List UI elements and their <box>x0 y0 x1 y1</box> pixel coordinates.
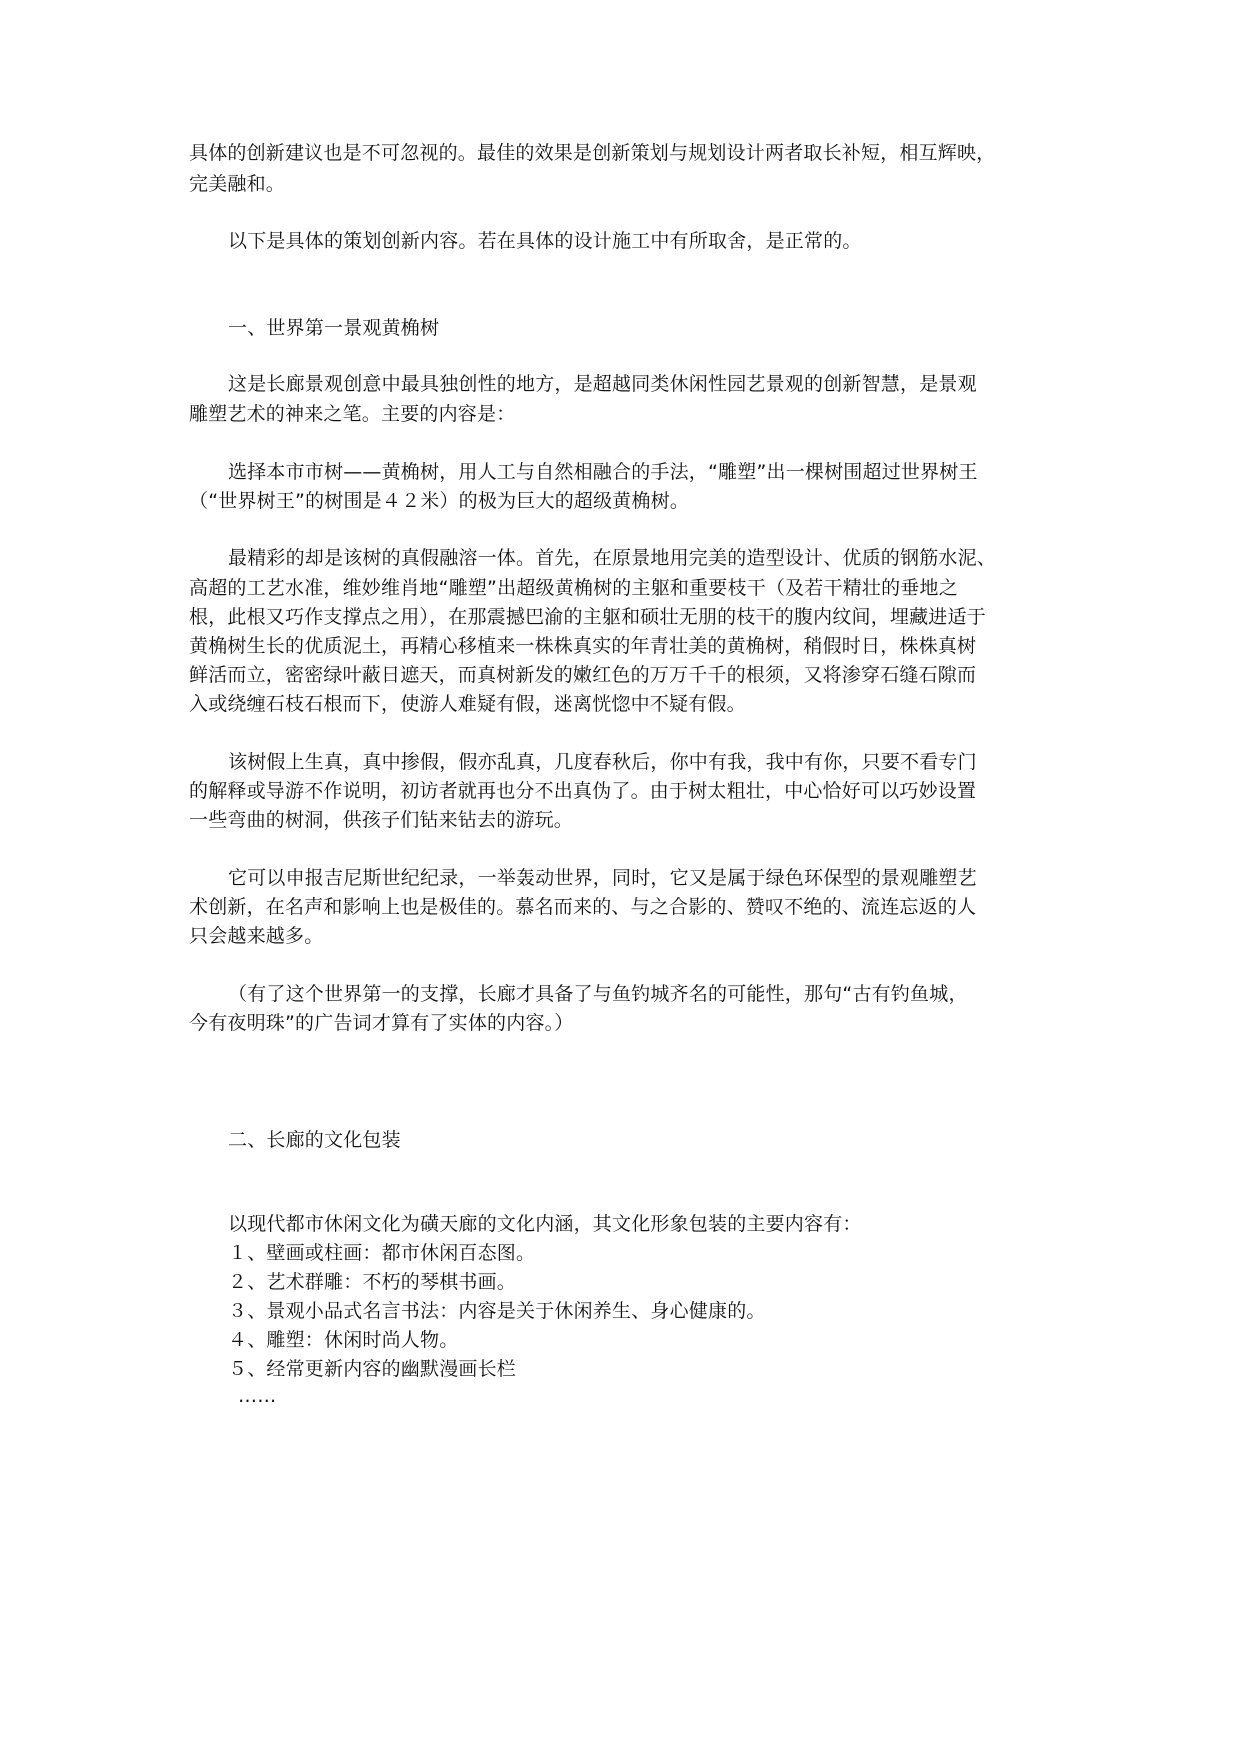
text-line: 术创新，在名声和影响上也是极佳的。慕名而来的、与之合影的、赞叹不绝的、流连忘返的人 <box>189 896 977 918</box>
text-line: 以下是具体的策划创新内容。若在具体的设计施工中有所取舍，是正常的。 <box>228 230 862 252</box>
list-item: ４、雕塑：休闲时尚人物。 <box>228 1329 459 1351</box>
ellipsis-text: …… <box>238 1385 277 1407</box>
text-line: 完美融和。 <box>189 173 286 195</box>
text-line: 入或绕缠石枝石根而下，使游人难疑有假，迷离恍惚中不疑有假。 <box>189 693 746 715</box>
text-line: 黄桷树生长的优质泥土，再精心移植来一株株真实的年青壮美的黄桷树，稍假时日，株株真树 <box>189 635 977 657</box>
text-line: 根，此根又巧作支撑点之用），在那震撼巴渝的主躯和硕壮无朋的枝干的腹内纹间，埋藏进适于 <box>189 606 986 628</box>
text-line: 只会越来越多。 <box>189 925 324 947</box>
section-heading: 二、长廊的文化包装 <box>228 1129 401 1151</box>
text-line: 最精彩的却是该树的真假融溶一体。首先，在原景地用完美的造型设计、优质的钢筋水泥、 <box>228 547 997 569</box>
text-line: 它可以申报吉尼斯世纪纪录，一举轰动世界，同时，它又是属于绿色环保型的景观雕塑艺 <box>228 867 977 889</box>
section-heading: 一、世界第一景观黄桷树 <box>228 317 440 339</box>
list-item: ２、艺术群雕：不朽的琴棋书画。 <box>228 1271 517 1293</box>
text-line: 具体的创新建议也是不可忽视的。最佳的效果是创新策划与规划设计两者取长补短，相互辉映， <box>189 142 996 164</box>
text-line: 鲜活而立，密密绿叶蔽日遮天，而真树新发的嫩红色的万万千千的根须，又将渗穿石缝石隙而 <box>189 664 977 686</box>
text-line: 这是长廊景观创意中最具独创性的地方，是超越同类休闲性园艺景观的创新智慧，是景观 <box>228 373 977 395</box>
text-line: 选择本市市树——黄桷树，用人工与自然相融合的手法，“雕塑”出一棵树围超过世界树王 <box>228 461 978 483</box>
text-line: 雕塑艺术的神来之笔。主要的内容是： <box>189 403 516 425</box>
text-line: （有了这个世界第一的支撑，长廊才具备了与鱼钓城齐名的可能性，那句“古有钓鱼城， <box>228 983 968 1005</box>
text-line: 高超的工艺水准，维妙维肖地“雕塑”出超级黄桷树的主躯和重要枝干（及若干精壮的垂地之 <box>189 577 958 599</box>
text-line: 今有夜明珠”的广告词才算有了实体的内容。） <box>189 1012 574 1034</box>
list-item: ３、景观小品式名言书法：内容是关于休闲养生、身心健康的。 <box>228 1300 766 1322</box>
text-line: 以现代都市休闲文化为磺天廊的文化内涵，其文化形象包装的主要内容有： <box>228 1213 862 1235</box>
text-line: 的解释或导游不作说明，初访者就再也分不出真伪了。由于树太粗壮，中心恰好可以巧妙设置 <box>189 780 977 802</box>
text-line: 该树假上生真，真中掺假，假亦乱真，几度春秋后，你中有我，我中有你，只要不看专门 <box>228 751 977 773</box>
text-line: （“世界树王”的树围是４２米）的极为巨大的超级黄桷树。 <box>189 490 690 512</box>
text-line: 一些弯曲的树洞，供孩子们钻来钻去的游玩。 <box>189 809 574 831</box>
list-item: １、壁画或柱画：都市休闲百态图。 <box>228 1242 536 1264</box>
list-item: ５、经常更新内容的幽默漫画长栏 <box>228 1358 517 1380</box>
